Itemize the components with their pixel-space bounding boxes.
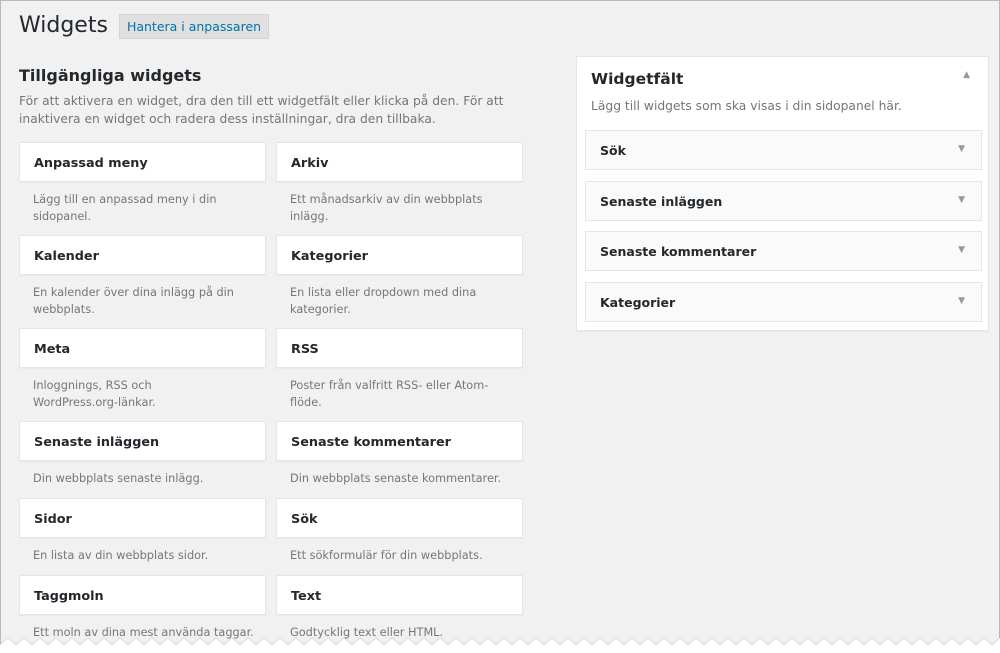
widget-taggmoln[interactable]: Taggmoln [19,575,266,615]
widget-area-description: Lägg till widgets som ska visas i din sidopanel här. [591,99,902,113]
widget-sok[interactable]: Sök [276,498,523,538]
expand-down-icon[interactable]: ▼ [958,296,965,306]
widget-description: Ett moln av dina mest använda taggar. [33,626,254,639]
widget-kalender[interactable]: Kalender [19,235,266,275]
sidebar-widget-label: Senaste inläggen [600,194,723,209]
widget-description: En kalender över dina inlägg på din webbplats. [33,286,234,316]
sidebar-widget-label: Sök [600,143,626,158]
widget-description: Din webbplats senaste kommentarer. [290,472,502,485]
widget-meta[interactable]: Meta [19,328,266,368]
sidebar-widget-kategorier[interactable] [585,282,982,322]
widget-area-title: Widgetfält [591,70,684,88]
widget-description: Godtycklig text eller HTML. [290,626,444,639]
page-header [19,12,269,39]
manage-in-customizer-button[interactable]: Hantera i anpassaren [119,14,269,39]
sidebar-widget-sok[interactable] [585,130,982,170]
collapse-up-icon[interactable]: ▲ [963,70,970,80]
expand-down-icon[interactable]: ▼ [958,245,965,255]
widget-senaste-inlaggen[interactable]: Senaste inläggen [19,421,266,461]
expand-down-icon[interactable]: ▼ [958,195,965,205]
widget-kategorier[interactable]: Kategorier [276,235,523,275]
widget-area-panel [576,56,989,331]
sidebar-widget-label: Kategorier [600,295,676,310]
widget-senaste-kommentarer[interactable]: Senaste kommentarer [276,421,523,461]
widget-description: En lista eller dropdown med dina kategorier. [290,286,477,316]
available-widgets-title: Tillgängliga widgets [19,66,202,85]
page-title: Widgets [19,13,108,38]
widget-description: En lista av din webbplats sidor. [33,549,209,562]
sidebar-widget-senaste-inlaggen[interactable] [585,181,982,221]
torn-edge-decoration [0,628,1000,653]
widget-description: Lägg till en anpassad meny i din sidopanel. [33,193,217,223]
widget-description: Ett månadsarkiv av din webbplats inlägg. [290,193,483,223]
widget-description: Poster från valfritt RSS- eller Atom-flöde. [290,379,489,409]
widget-anpassad-meny[interactable]: Anpassad meny [19,142,266,182]
widget-description: Ett sökformulär för din webbplats. [290,549,483,562]
sidebar-widget-senaste-kommentarer[interactable] [585,231,982,271]
widget-text[interactable]: Text [276,575,523,615]
sidebar-widget-label: Senaste kommentarer [600,244,757,259]
expand-down-icon[interactable]: ▼ [958,144,965,154]
widget-rss[interactable]: RSS [276,328,523,368]
widget-arkiv[interactable]: Arkiv [276,142,523,182]
widget-sidor[interactable]: Sidor [19,498,266,538]
available-widgets-description: För att aktivera en widget, dra den till ett widgetfält eller klicka på den. För att inaktivera en widget och radera dess inställningar, dra den tillbaka. [19,94,504,126]
widget-description: Inloggnings, RSS och WordPress.org-länkar. [33,379,156,409]
widget-description: Din webbplats senaste inlägg. [33,472,204,485]
